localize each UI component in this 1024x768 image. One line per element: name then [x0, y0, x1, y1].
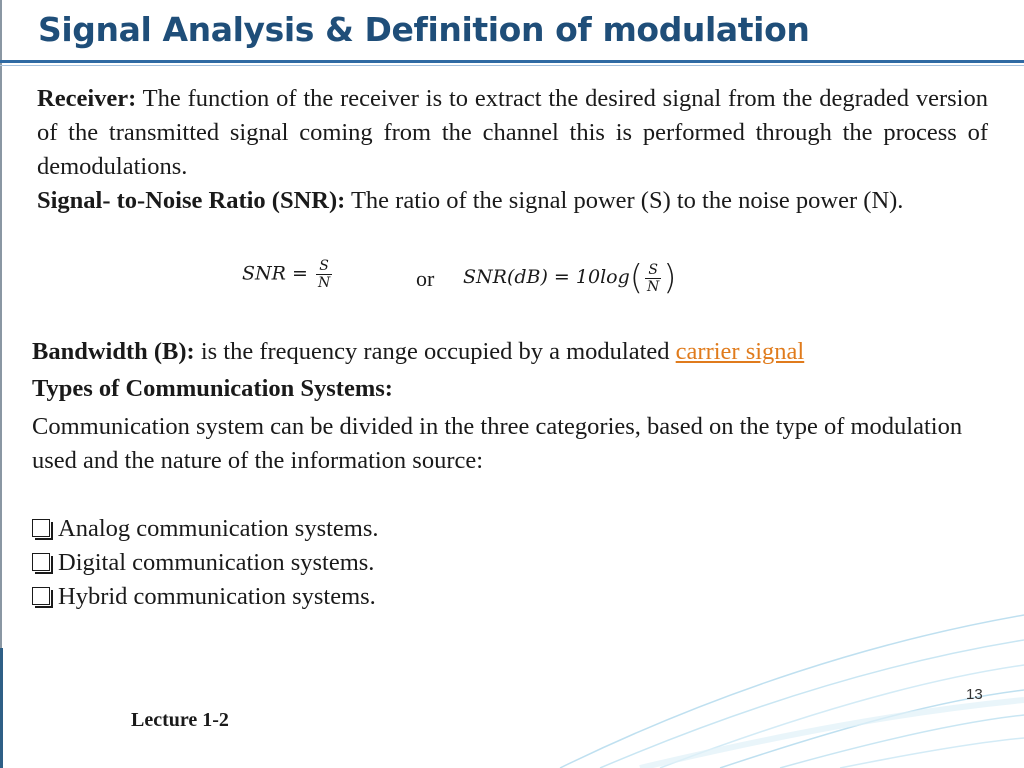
formula-or: or: [416, 266, 435, 291]
snr-db-formula-lhs: SNR(dB) = 10log: [463, 266, 630, 288]
receiver-label: Receiver:: [37, 85, 137, 112]
systems-list: [32, 512, 379, 614]
snr-text: The ratio of the signal power (S) to the noise power (N).: [345, 187, 904, 214]
communication-paragraph: Communication system can be divided in the three categories, based on the type of modulation used and the nature of the information source:: [32, 413, 963, 474]
bandwidth-label: Bandwidth (B):: [32, 338, 195, 365]
receiver-text: The function of the receiver is to extract the desired signal from the degraded version of the transmitted signal coming from the channel this is performed through the process of demodulations.: [37, 85, 988, 180]
fraction-denominator-db: N: [647, 278, 660, 295]
checkbox-bullet-icon: [32, 587, 50, 605]
list-item: Analog communication systems.: [32, 512, 379, 546]
snr-paragraph: [37, 184, 988, 218]
list-item: Hybrid communication systems.: [32, 580, 379, 614]
checkbox-bullet-icon: [32, 553, 50, 571]
snr-db-formula: [463, 258, 677, 308]
bandwidth-text: is the frequency range occupied by a modulated: [194, 338, 676, 365]
title-underline-thin: [0, 65, 1024, 66]
snr-label: Signal- to-Noise Ratio (SNR):: [37, 187, 346, 214]
checkbox-bullet-icon: [32, 519, 50, 537]
page-number: 13: [966, 686, 983, 703]
lecture-footer: Lecture 1-2: [131, 709, 229, 731]
list-item: Digital communication systems.: [32, 546, 379, 580]
carrier-signal-link[interactable]: carrier signal: [675, 338, 805, 365]
snr-formula: [242, 258, 334, 308]
snr-formula-lhs: SNR =: [242, 262, 308, 285]
snr-fraction: [316, 258, 332, 291]
snr-db-fraction: [645, 262, 661, 295]
close-paren: ): [663, 258, 677, 298]
fraction-numerator-db: S: [645, 262, 661, 279]
open-paren: (: [629, 258, 644, 298]
fraction-denominator: N: [317, 275, 331, 291]
types-heading: Types of Communication Systems:: [32, 375, 393, 402]
slide-title: Signal Analysis & Definition of modulation: [38, 10, 810, 49]
fraction-numerator: S: [316, 258, 332, 275]
receiver-paragraph: [37, 82, 988, 184]
title-underline: [0, 60, 1024, 63]
bandwidth-paragraph: [32, 335, 992, 369]
